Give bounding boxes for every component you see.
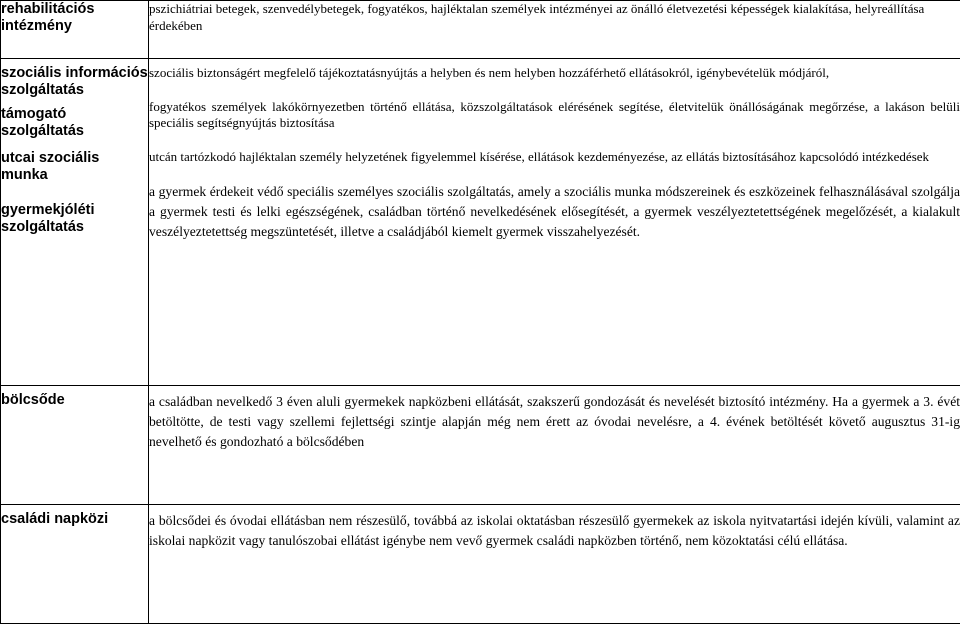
term-cell [1, 505, 149, 624]
term-bolcsode: bölcsőde [1, 392, 148, 409]
term-cell [1, 59, 149, 386]
term-rehabilitacios-intezmeny: rehabilitációs intézmény [1, 1, 148, 35]
definition-szocialis-informacios-szolgaltatas: szociális biztonságért megfelelő tájékoztatásnyújtás a helyben és nem helyben hozzáférhető ellátásokról, igénybevételük módjáról, [149, 65, 960, 82]
definition-rehabilitacios-intezmeny: pszichiátriai betegek, szenvedélybetegek, fogyatékos, hajléktalan személyek intézményei az önálló életvezetési képességek kialakítása, helyreállítása érdekében [149, 1, 960, 34]
term-szocialis-informacios-szolgaltatas: szociális információs szolgáltatás [1, 65, 148, 99]
term-cell [1, 386, 149, 505]
table-row-csaladi-napkozi [1, 505, 960, 624]
definition-bolcsode: a családban nevelkedő 3 éven aluli gyermekek napközbeni ellátását, szakszerű gondozását és nevelését biztosító intézmény. Ha a gyermek a 3. évét betöltötte, de testi vagy szellemi fejlettségi szintje alapján még nem érett az óvodai nevelésre, a 4. évének betöltését követő augusztus 31-ig nevelhető és gondozható a bölcsődében [149, 392, 960, 452]
definition-utcai-szocialis-munka: utcán tartózkodó hajléktalan személy helyzetének figyelemmel kísérése, ellátások kezdeményezése, az ellátás biztosításához kapcsolódó intézkedések [149, 149, 960, 166]
definition-tamogato-szolgaltatas: fogyatékos személyek lakókörnyezetben történő ellátása, közszolgáltatások elérésének segítése, életvitelük önállóságának megőrzése, a lakáson belüli speciális segítségnyújtás biztosítása [149, 99, 960, 132]
definition-csaladi-napkozi: a bölcsődei és óvodai ellátásban nem részesülő, továbbá az iskolai oktatásban részesülő gyermekek az iskola nyitvatartási idején kívüli, valamint az iskolai napközit vagy tanulószobai ellátást igénybe nem vevő gyermek családi napközben történő, nem közoktatási célú ellátása. [149, 511, 960, 551]
table-row-szocialis-szolgaltatasok [1, 59, 960, 386]
term-gyermekjoleti-szolgaltatas: gyermekjóléti szolgáltatás [1, 202, 148, 236]
term-tamogato-szolgaltatas: támogató szolgáltatás [1, 106, 148, 140]
term-utcai-szocialis-munka: utcai szociális munka [1, 150, 148, 184]
definition-cell [149, 386, 960, 505]
definition-gyermekjoleti-szolgaltatas: a gyermek érdekeit védő speciális személyes szociális szolgáltatás, amely a szociális munka módszereinek és eszközeinek felhasználásával szolgálja a gyermek testi és lelki egészségének, családban történő nevelkedésének elősegítését, a gyermek veszélyeztetettségének megelőzését, a kialakult veszélyeztetettség megszüntetését, illetve a családjából kiemelt gyermek visszahelyezését. [149, 182, 960, 242]
term-cell [1, 1, 149, 59]
term-csaladi-napkozi: családi napközi [1, 511, 148, 528]
definition-cell [149, 59, 960, 386]
table-row-rehabilitacios [1, 1, 960, 59]
table-row-bolcsode [1, 386, 960, 505]
definition-cell [149, 505, 960, 624]
definition-cell [149, 1, 960, 59]
